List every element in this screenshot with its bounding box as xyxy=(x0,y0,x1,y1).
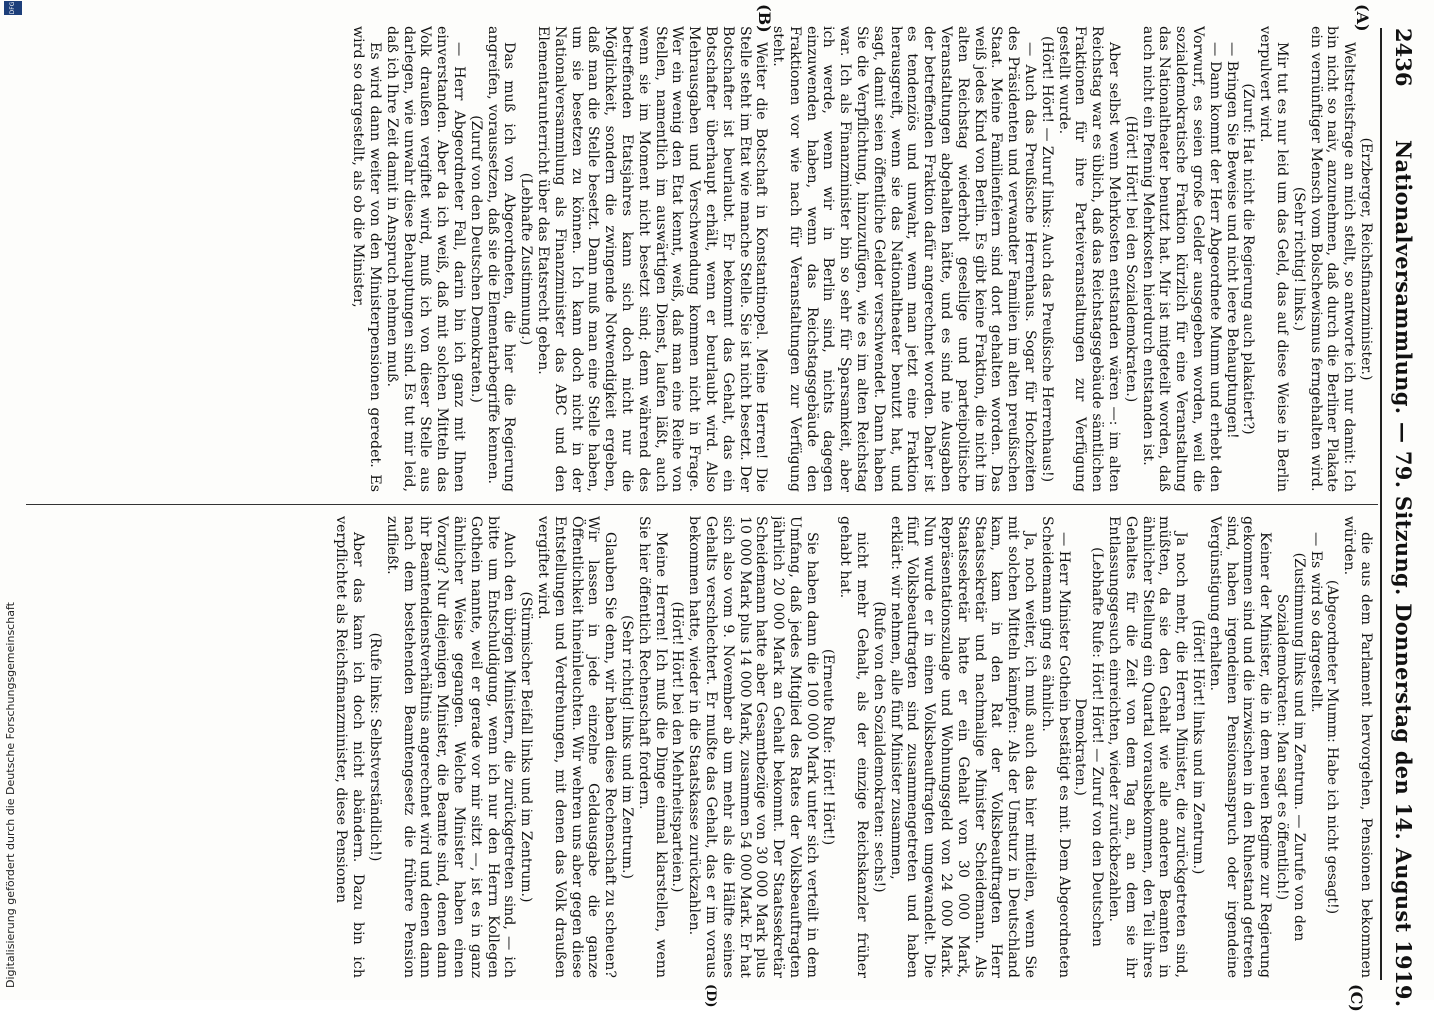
page-number: 2436 xyxy=(1391,28,1416,87)
digitization-credit-strip xyxy=(0,0,26,1000)
column-divider xyxy=(26,504,1378,505)
running-header: Nationalversammlung. — 79. Sitzung. Donnerstag den 14. August 1919. xyxy=(1391,140,1416,1008)
paragraph: Aber das kann ich doch nicht abändern. Dazu bin ich verpflichtet als Reichsfinanzminister, diese Pensionen xyxy=(333,516,367,978)
paragraph: nicht mehr Gehalt, als der einzige Reichskanzler früher gehabt hat. xyxy=(837,516,871,978)
paragraph: die aus dem Parlament hervorgehen, Pensionen bekommen würden. xyxy=(1341,516,1374,978)
header-rule xyxy=(1380,28,1382,980)
paragraph: — Bringen Sie Beweise und nicht leere Behauptungen! xyxy=(1223,42,1240,439)
digitization-credit: Digitalisierung gefördert durch die Deutsche Forschungsgemeinschaft xyxy=(4,602,17,988)
paragraph: — Dann kommt der Herr Abgeordnete Mumm und erhebt den Vorwurf, es seien große Gelder ausgegeben worden, weil die sozialdemokratische Fraktion kürzlich für eine Veranstaltung das Nationaltheater benutzt hat. Mir ist mitgeteilt worden, daß auch nicht ein Pfennig Mehrkosten hierdurch entstanden ist. xyxy=(1139,26,1223,492)
paragraph: (Erneute Rufe: Hört! Hört!) xyxy=(820,648,837,846)
margin-marker-c: (C) xyxy=(1347,984,1366,1012)
paragraph: — Herr Abgeordneter Fall, darin bin ich ganz mit Ihnen einverstanden. Aber da ich weiß, daß mit solchen Mitteln das Volk draußen vergiftet wird, muß ich von dieser Stelle aus darlegen, wie unwahr diese Behauptungen sind. Es tut mir leid, daß ich Ihre Zeit damit in Anspruch nehmen muß. xyxy=(383,26,467,492)
right-text-column xyxy=(24,516,1374,978)
paragraph: (Sehr richtig! links.) xyxy=(1290,186,1307,332)
paragraph: Weiter die Botschaft in Konstantinopel. Meine Herren! Die Stelle steht im Etat wie manche Stelle. Sie ist nicht besetzt. Der Botschafter ist beurlaubt. Er bekommt das Gehalt, das ein Botschafter überhaupt erhält, wenn er beurlaubt wird. Also Mehrausgaben und Verschwendung kommen nicht in Frage. Wer ein wenig den Etat kennt, weiß, daß man eine Reihe von Stellen, namentlich im auswärtigen Dienst, laufen läßt, auch wenn sie im Moment nicht besetzt sind; denn während des betreffenden Etatsjahres kann sich doch nicht nur die Möglichkeit, sondern die zwingende Notwendigkeit ergeben, daß man die Stelle besetzt. Dann muß man eine Stelle haben, um sie besetzen zu können. Ich kann doch nicht in der Nationalversammlung als Finanzminister das ABC und den Elementarunterricht über das Etatsrecht geben. xyxy=(534,26,770,492)
paragraph: (Zuruf: Hat nicht die Regierung auch plakatiert?) xyxy=(1240,83,1257,435)
paragraph: (Sehr richtig! links und im Zentrum.) xyxy=(618,615,635,879)
paragraph: (Hört! Hört! bei den Mehrheitsparteien.) xyxy=(669,601,686,893)
paragraph: Es wird dann weiter von den Ministerpensionen geredet. Es wird so dargestellt, als ob die Minister, xyxy=(350,26,383,492)
paragraph: Auch den übrigen Ministern, die zurückgetreten sind, — ich bitte um Entschuldigung, wenn ich nur den Herrn Kollegen Gothein nannte, weil er gerade vor mir sitzt —, ist es in ganz ähnlicher Weise gegangen. Welche Minister haben einen Vorzug? Nur diejenigen Minister, die Beamte sind, denen dann ihr Beamtendienstverhältnis angerechnet wird und denen dann nach dem bestehenden Beamtengesetz die frühere Pension zufließt. xyxy=(383,516,518,978)
paragraph: (Erzberger, Reichsfinanzminister.) xyxy=(1358,137,1374,381)
left-text-column xyxy=(24,26,1374,492)
dfg-logo: DFG xyxy=(4,1,22,15)
paragraph: (Hört! Hört! links und im Zentrum.) xyxy=(1190,619,1207,875)
paragraph: Keiner der Minister, die in dem neuen Regime zur Regierung gekommen sind und die inzwischen in den Ruhestand getreten sind, haben irgendeinen Pensionsanspruch oder irgendeine Vergünstigung erhalten. xyxy=(1206,516,1274,978)
margin-marker-d: (D) xyxy=(703,984,718,1008)
paragraph: Sie haben dann die 100 000 Mark unter sich verteilt in dem Umfang, daß jedes Mitglied des Rates der Volksbeauftragten jährlich 20 000 Mark an Gehalt bekommt. Der Staatssekretär Scheidemann hatte aber Gesamtbezüge von 30 000 Mark plus 10 000 Mark plus 14 000 Mark, zusammen 54 000 Mark. Er hat sich also vom 9. November ab um mehr als die Hälfte seines Gehalts verschlechtert. Er mußte das Gehalt, das er im voraus bekommen hatte, wieder in die Staatskasse zurückzahlen. xyxy=(686,516,820,978)
paragraph: (Rufe von den Sozialdemokraten: sechs!) xyxy=(870,601,887,893)
paragraph: — Es wird so dargestellt. xyxy=(1307,532,1324,713)
paragraph: — Auch das Preußische Herrenhaus. Sogar für Hochzeiten des Präsidenten und verwandter Familien im alten preußischen Staat. Meine Familienfeiern sind dort gehalten worden. Das weiß jedes Kind von Berlin. Es gibt keine Fraktion, die nicht im alten Reichstag wiederholt gesellige und parteipolitische Veranstaltungen abgehalten hätte, und es sind nie Ausgaben der betreffenden Fraktion dafür angerechnet worden. Daher ist es tendenziös und unwahr, wenn man jetzt eine Fraktion herausgreift, wenn sie das Nationaltheater benutzt hat, und sagt, damit seien öffentliche Gelder verschwendet. Dann haben Sie die Verpflichtung, hinzuzufügen, wie es im alten Reichstag war. Ich als Finanzminister bin so sehr für Sparsamkeit, aber ich werde, wenn wir in Berlin sind, nichts dagegen einzuwenden haben, wenn das Reichstagsgebäude den Fraktionen vor wie nach für Veranstaltungen zur Verfügung steht. xyxy=(770,26,1039,492)
paragraph: Aber selbst wenn Mehrkosten entstanden wären —: im alten Reichstag war es üblich, daß das Reichstagsgebäude sämtlichen Fraktionen für ihre Parteiveranstaltungen zur Verfügung gestellt wurde. xyxy=(1055,26,1123,492)
paragraph: (Stürmischer Beifall links und im Zentrum.) xyxy=(518,591,535,903)
paragraph: (Rufe links: Selbstverständlich!) xyxy=(366,632,383,862)
paragraph: Glauben Sie denn, wir haben diese Rechenschaft zu scheuen? Wir lassen in jede einzelne Geldausgabe die ganze Öffentlichkeit hineinleuchten. Wir wehren uns aber gegen diese Entstellungen und Verdrehungen, mit denen das Volk draußen vergiftet wird. xyxy=(534,516,619,978)
paragraph: (Lebhafte Zustimmung.) xyxy=(518,172,535,346)
margin-marker-a: (A) xyxy=(1353,4,1372,32)
paragraph: (Hört! Hört! — Zuruf links: Auch das Preußische Herrenhaus!) xyxy=(1038,35,1055,483)
margin-marker-b: (B) xyxy=(755,4,774,33)
paragraph: Ja noch mehr, die Herren Minister, die zurückgetreten sind, müßten, da sie den Gehalt wie alle anderen Beamten in ähnlicher Stellung ein Quartal vorausbekommen, den Teil ihres Gehaltes für die Zeit von dem Tag an, an dem sie ihr Entlassungsgesuch einreichten, wieder zurückbezahlen. xyxy=(1106,516,1190,978)
paragraph: Ja, noch weiter, ich muß auch das hier mitteilen, wenn Sie mit solchen Mitteln kämpfen: Als der Umsturz in Deutschland kam, kam in den Rat der Volksbeauftragten Herr Staatssekretär und nachmalige Minister Scheidemann. Als Staatssekretär hatte er ein Gehalt von 30 000 Mark, Repräsentationszulage und Wohnungsgeld von 24 000 Mark. Nun wurde er in einen Volksbeauftragten umgewandelt. Die fünf Volksbeauftragten sind zusammengetreten und haben erklärt: wir nehmen, alle fünf Minister zusammen, xyxy=(887,516,1039,978)
paragraph: Mir tut es nur leid um das Geld, das auf diese Weise in Berlin verpulvert wird. xyxy=(1257,26,1291,492)
paragraph: Das muß ich von Abgeordneten, die hier die Regierung angreifen, voraussetzen, daß sie die Elementarbegriffe kennen. xyxy=(484,26,518,492)
paragraph: Meine Herren! Ich muß die Dinge einmal klarstellen, wenn Sie hier öffentlich Rechenschaft fordern. xyxy=(635,516,669,978)
paragraph: (Abgeordneter Mumm: Habe ich nicht gesagt!) xyxy=(1324,579,1341,915)
paragraph: Weltstreitsfrage an mich stellt, so antworte ich nur damit: Ich bin nicht so naiv, anzunehmen, daß durch die Berliner Plakate ein vernünftiger Mensch vom Bolschewismus ferngehalten wird. xyxy=(1307,26,1358,492)
paragraph: (Lebhafte Rufe: Hört! Hört! — Zuruf von den Deutschen Demokraten.) xyxy=(1072,547,1106,947)
paragraph: (Zuruf von den Deutschen Demokraten.) xyxy=(467,115,484,403)
paragraph: (Zustimmung links und im Zentrum. — Zurufe von den Sozialdemokraten: Man sagt es öffentlich!) xyxy=(1274,552,1307,942)
paragraph: (Hört! Hört! bei den Sozialdemokraten.) xyxy=(1122,115,1139,403)
paragraph: — Herr Minister Gothein bestätigt es mit. Dem Abgeordneten Scheidemann ging es ähnlich. xyxy=(1038,516,1072,978)
